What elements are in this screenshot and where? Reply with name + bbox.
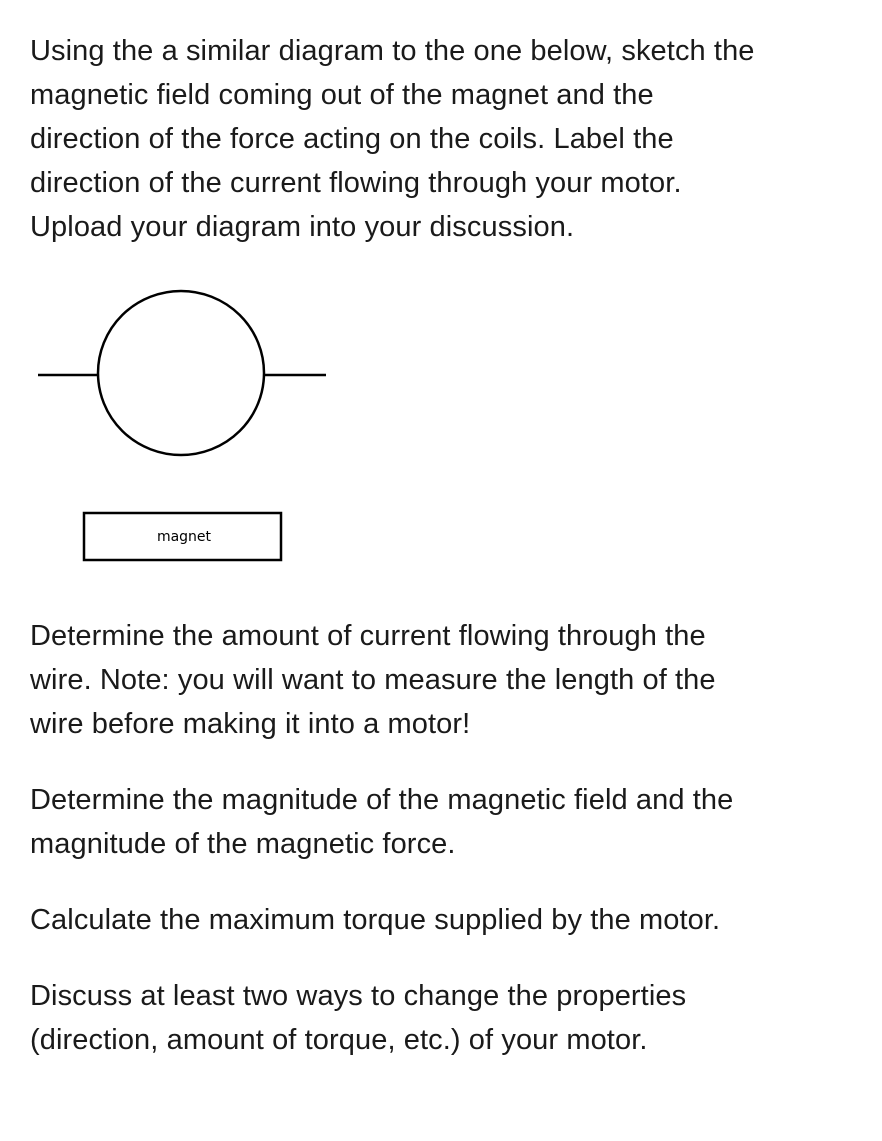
coil-circle: [98, 291, 264, 455]
torque-line: Calculate the maximum torque supplied by the motor.: [30, 904, 721, 936]
intro-line: direction of the force acting on the coils. Label the: [30, 123, 674, 155]
current-line: wire. Note: you will want to measure the length of the: [30, 664, 716, 696]
torque-paragraph: [30, 898, 720, 942]
field-paragraph: [30, 778, 733, 866]
intro-paragraph: [30, 29, 755, 249]
intro-line: direction of the current flowing through your motor.: [30, 167, 682, 199]
field-line: magnitude of the magnetic force.: [30, 828, 456, 860]
current-paragraph: [30, 614, 716, 746]
intro-line: Upload your diagram into your discussion.: [30, 211, 575, 243]
magnet-label: magnet: [156, 529, 212, 545]
intro-line: magnetic field coming out of the magnet and the: [30, 79, 654, 111]
discuss-paragraph: [30, 974, 686, 1062]
discuss-line: Discuss at least two ways to change the properties: [30, 980, 687, 1012]
motor-diagram: [0, 270, 360, 580]
current-line: wire before making it into a motor!: [30, 708, 471, 740]
field-line: Determine the magnitude of the magnetic field and the: [30, 784, 734, 816]
intro-line: Using the a similar diagram to the one below, sketch the: [30, 35, 755, 67]
discuss-line: (direction, amount of torque, etc.) of your motor.: [30, 1024, 648, 1056]
current-line: Determine the amount of current flowing through the: [30, 620, 706, 652]
